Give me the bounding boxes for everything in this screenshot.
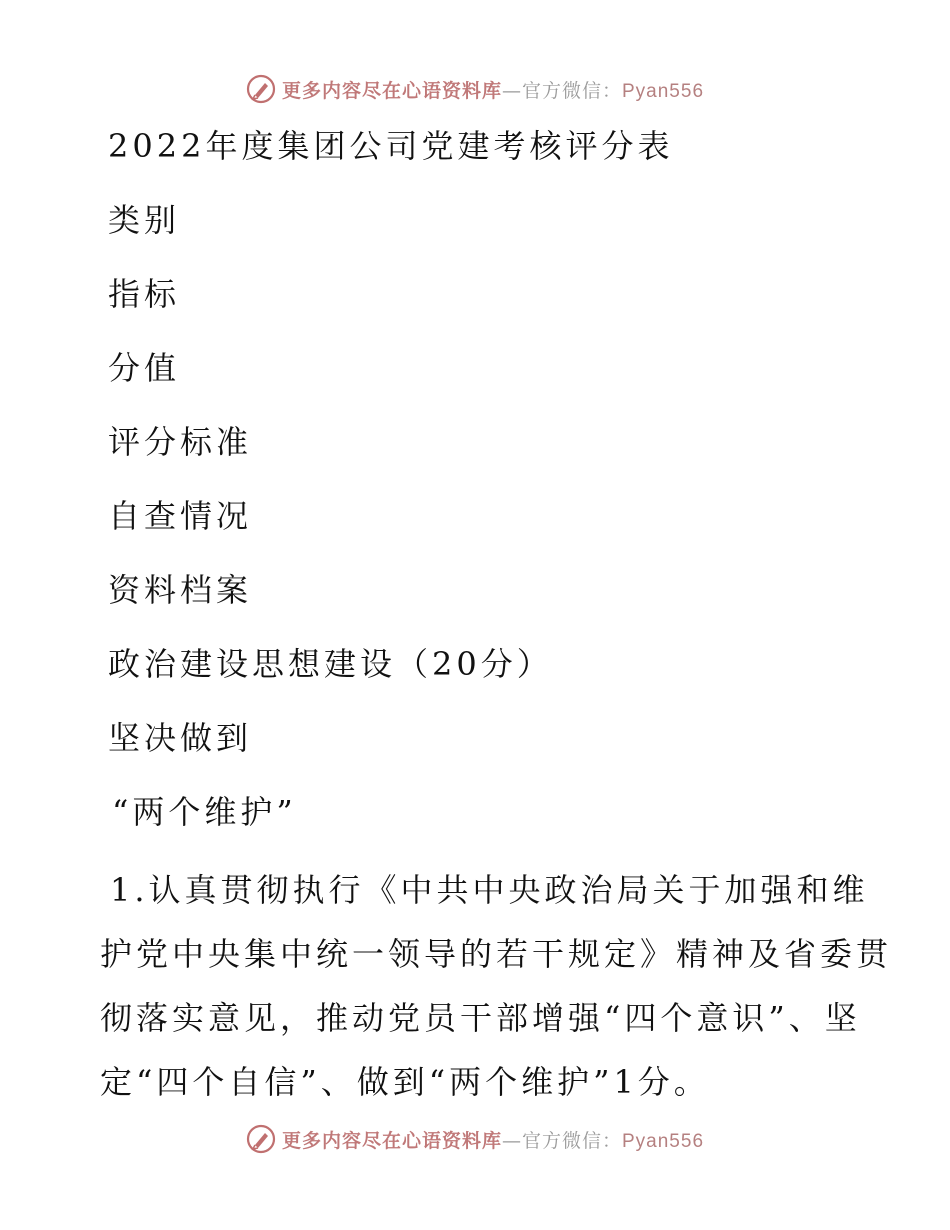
header-self-check: 自查情况	[108, 497, 253, 535]
section-heading: 政治建设思想建设（20分）	[108, 645, 553, 683]
criterion-line: 定“四个自信”、做到“两个维护”1分。	[100, 1063, 710, 1101]
criterion-paragraph	[100, 858, 893, 1114]
header-category: 类别	[108, 201, 181, 239]
header-indicator: 指标	[108, 275, 181, 313]
watermark-text: 更多内容尽在心语资料库—官方微信：Pyan556	[281, 1129, 705, 1152]
header-criteria: 评分标准	[108, 423, 253, 461]
pen-logo-icon	[246, 1124, 276, 1154]
document-title: 2022年度集团公司党建考核评分表	[108, 127, 674, 165]
criterion-line: 护党中央集中统一领导的若干规定》精神及省委贯	[100, 935, 893, 973]
footer-watermark	[0, 1122, 950, 1156]
indicator-line-2: “两个维护”	[112, 793, 297, 831]
pen-logo-icon	[246, 74, 276, 104]
header-score: 分值	[108, 349, 181, 387]
header-watermark	[0, 72, 950, 106]
indicator-line-1: 坚决做到	[108, 719, 253, 757]
criterion-line: 1.认真贯彻执行《中共中央政治局关于加强和维	[110, 871, 869, 909]
criterion-line: 彻落实意见，推动党员干部增强“四个意识”、坚	[100, 999, 861, 1037]
watermark-text: 更多内容尽在心语资料库—官方微信：Pyan556	[281, 79, 705, 102]
header-archive: 资料档案	[108, 571, 253, 609]
